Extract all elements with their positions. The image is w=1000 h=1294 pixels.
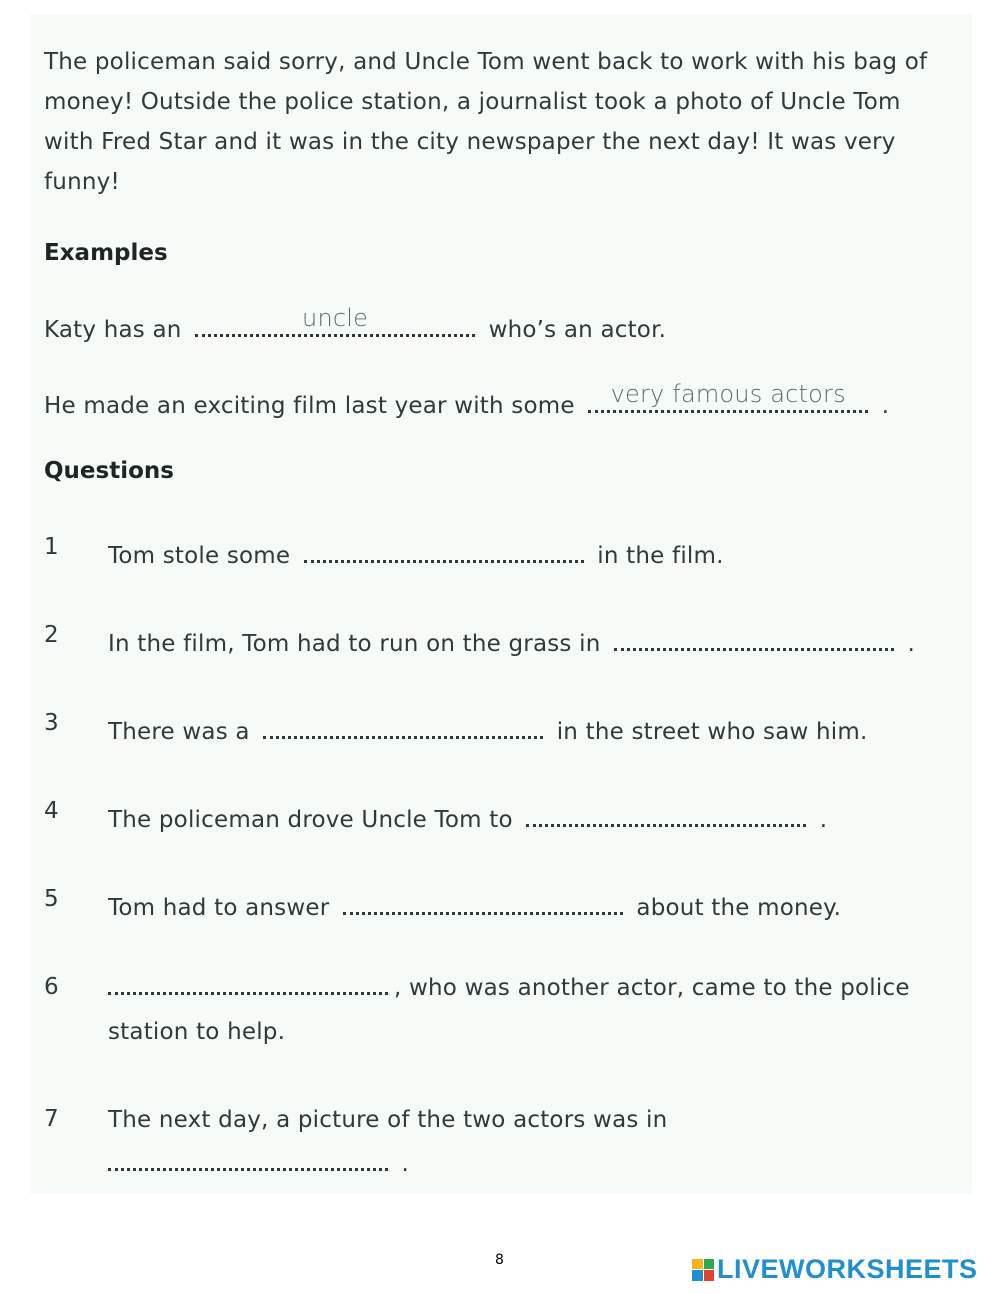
- question-7-after: .: [401, 1151, 410, 1177]
- question-5: [108, 886, 841, 921]
- question-3: [108, 710, 868, 745]
- question-5-before: Tom had to answer: [108, 895, 330, 921]
- question-5-number: 5: [44, 886, 59, 912]
- question-4-after: .: [819, 807, 828, 833]
- question-1: [108, 534, 724, 569]
- story-paragraph: The policeman said sorry, and Uncle Tom went back to work with his bag of money! Outside the police station, a journalist took a photo of Uncle Tom with Fred Star and it was in the city newspaper the next day! It was very funny!: [44, 49, 928, 195]
- question-5-answer-blank[interactable]: [343, 886, 623, 915]
- question-2-before: In the film, Tom had to run on the grass in: [108, 631, 601, 657]
- example-1-after: who’s an actor.: [488, 317, 667, 343]
- liveworksheets-logo[interactable]: [692, 1254, 978, 1285]
- question-2-answer-blank[interactable]: [614, 622, 894, 651]
- example-1-answer: uncle: [302, 304, 369, 332]
- example-2-before: He made an exciting film last year with some: [44, 393, 575, 419]
- question-4-answer-blank[interactable]: [526, 798, 806, 827]
- question-1-before: Tom stole some: [108, 543, 291, 569]
- question-2-number: 2: [44, 622, 59, 648]
- example-2-blank: [588, 380, 868, 413]
- question-3-before: There was a: [108, 719, 250, 745]
- example-1-blank: [195, 304, 475, 337]
- question-2-after: .: [907, 631, 916, 657]
- question-7-number: 7: [44, 1106, 59, 1132]
- example-2-after: .: [881, 393, 890, 419]
- question-1-after: in the film.: [597, 543, 724, 569]
- question-7-answer-blank[interactable]: [108, 1142, 388, 1171]
- question-7: [108, 1098, 968, 1186]
- question-3-number: 3: [44, 710, 59, 736]
- question-4-before: The policeman drove Uncle Tom to: [108, 807, 513, 833]
- example-2: [44, 380, 890, 419]
- example-2-answer: very famous actors: [610, 380, 846, 408]
- question-6-after: , who was another actor, came to the police station to help.: [108, 975, 910, 1045]
- example-1-before: Katy has an: [44, 317, 182, 343]
- liveworksheets-grid-icon: [692, 1259, 714, 1281]
- example-1: [44, 304, 667, 343]
- question-7-before: The next day, a picture of the two actors was in: [108, 1107, 668, 1133]
- question-4: [108, 798, 827, 833]
- examples-heading: Examples: [44, 240, 168, 266]
- question-3-after: in the street who saw him.: [556, 719, 868, 745]
- question-3-answer-blank[interactable]: [263, 710, 543, 739]
- question-1-answer-blank[interactable]: [304, 534, 584, 563]
- question-1-number: 1: [44, 534, 59, 560]
- question-6-answer-blank[interactable]: [108, 966, 388, 995]
- questions-heading: Questions: [44, 458, 174, 484]
- question-6: [108, 966, 968, 1054]
- question-6-number: 6: [44, 974, 59, 1000]
- page-number: 8: [495, 1252, 504, 1268]
- question-5-after: about the money.: [636, 895, 842, 921]
- liveworksheets-wordmark: LIVEWORKSHEETS: [717, 1254, 978, 1284]
- question-4-number: 4: [44, 798, 59, 824]
- question-2: [108, 622, 915, 657]
